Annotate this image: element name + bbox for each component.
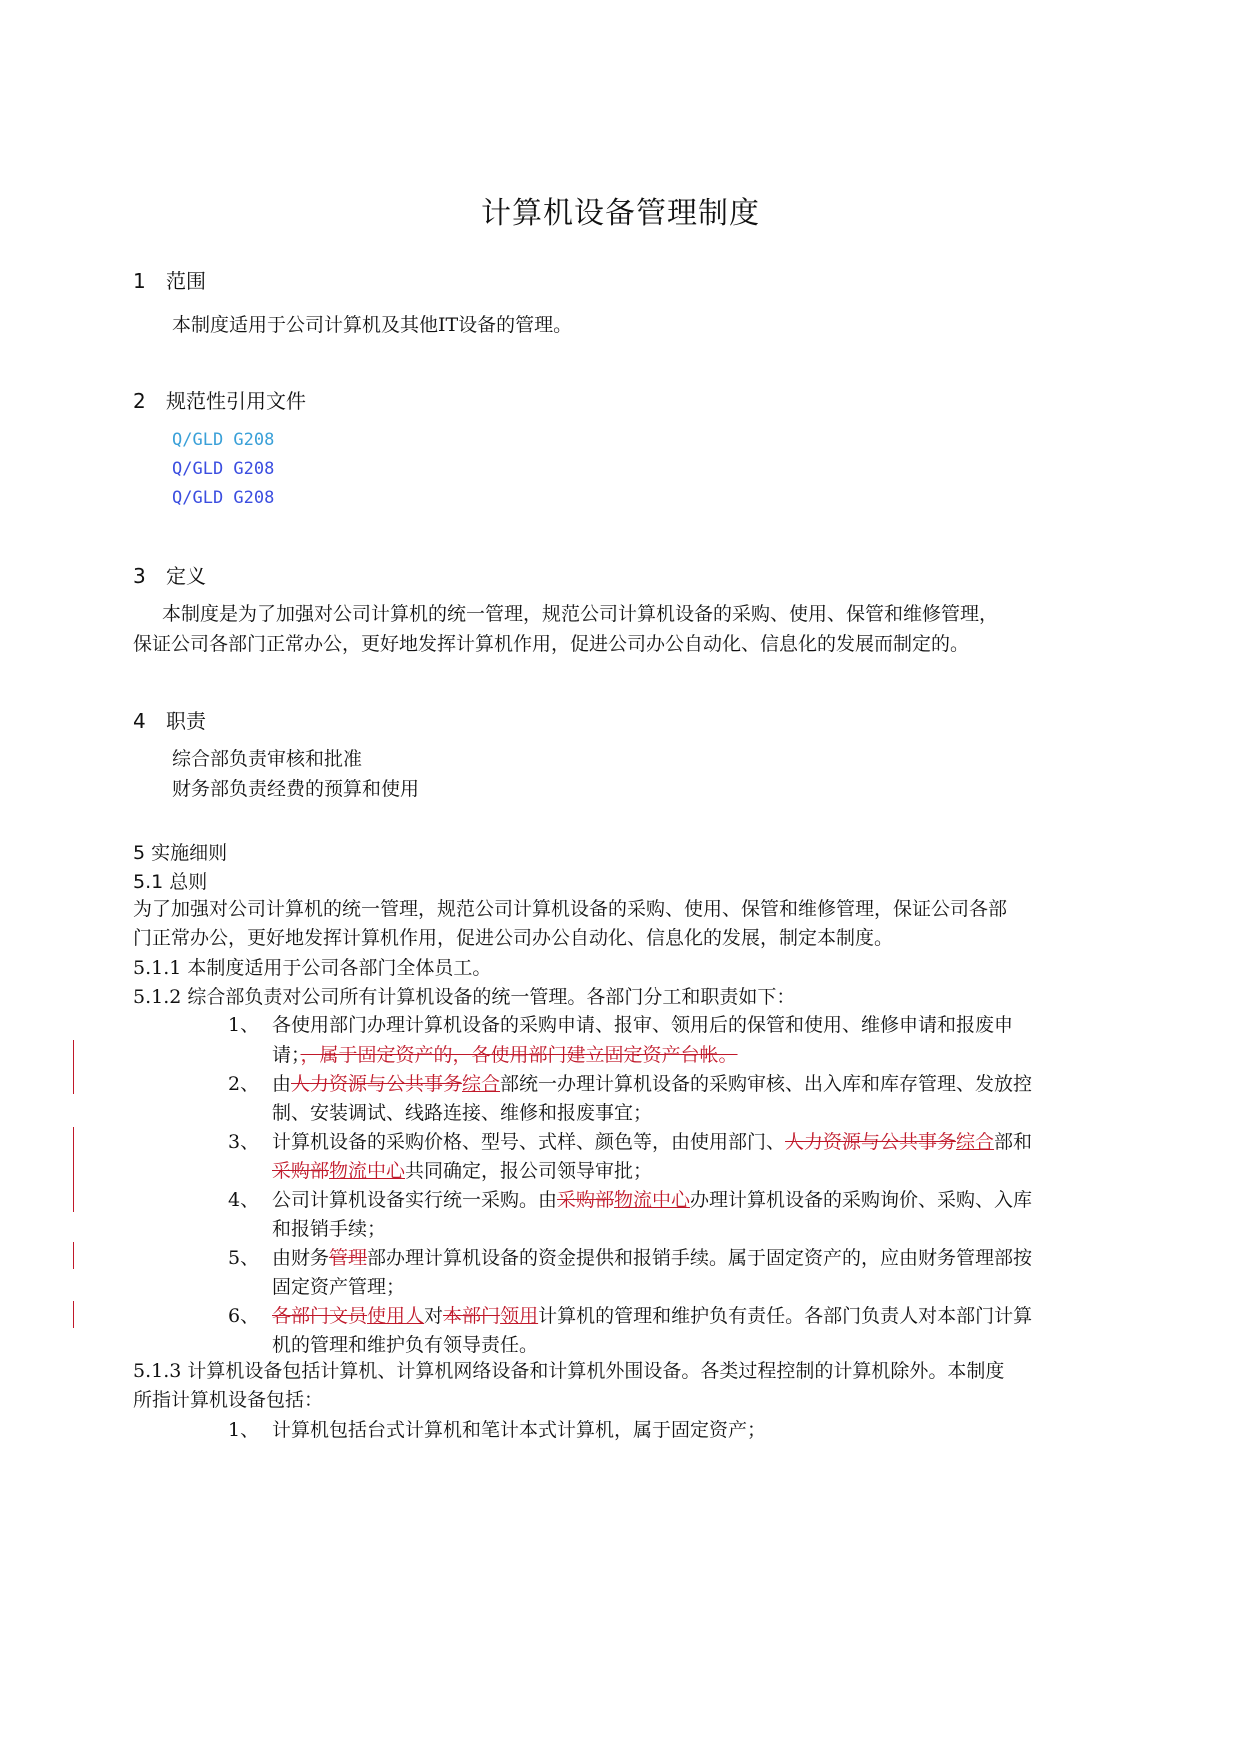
deleted-text: 人力资源与公共事务 [785, 1131, 957, 1153]
section-3-heading [133, 560, 206, 589]
change-bar [73, 1127, 74, 1212]
deleted-text: 管理 [329, 1247, 368, 1269]
list-text: 部和 [994, 1131, 1033, 1153]
list-number: 1、 [228, 1419, 260, 1441]
list-text: 由财务 [272, 1247, 330, 1269]
list-text: 机的管理和维护负有领导责任。 [272, 1334, 539, 1356]
section-number: 4 [133, 709, 146, 733]
deleted-text: 各部门文员 [272, 1305, 368, 1327]
deleted-text: 人力资源与公共事务 [291, 1073, 463, 1095]
clause-5-1-3-line: 所指计算机设备包括： [133, 1389, 324, 1411]
clause-5-1-3-line: 5.1.3 计算机设备包括计算机、计算机网络设备和计算机外围设备。各类过程控制的计算机除外。本制度 [133, 1360, 1005, 1382]
section-3-line: 本制度是为了加强对公司计算机的统一管理，规范公司计算机设备的采购、使用、保管和维修管理， [162, 603, 999, 625]
list-number: 6、 [228, 1305, 260, 1327]
general-paragraph-line: 门正常办公，更好地发挥计算机作用，促进公司办公自动化、信息化的发展，制定本制度。 [133, 927, 894, 949]
list-number: 5、 [228, 1247, 260, 1269]
section-1-heading [133, 265, 206, 294]
reference-item[interactable]: Q/GLD G208 [172, 430, 275, 450]
section-title: 规范性引用文件 [166, 389, 306, 413]
section-3-line: 保证公司各部门正常办公，更好地发挥计算机作用，促进公司办公自动化、信息化的发展而制定的。 [133, 633, 970, 655]
inserted-text: 物流中心 [614, 1189, 691, 1211]
change-bar [73, 1242, 74, 1269]
list-text: 计算机的管理和维护负有责任。各部门负责人对本部门计算 [538, 1305, 1033, 1327]
list-text: 对 [424, 1305, 444, 1327]
section-4-heading [133, 705, 206, 734]
section-2-heading [133, 385, 306, 414]
list-number: 4、 [228, 1189, 260, 1211]
list-text: 请； [272, 1044, 301, 1066]
list-number: 3、 [228, 1131, 260, 1153]
general-paragraph-line: 为了加强对公司计算机的统一管理，规范公司计算机设备的采购、使用、保管和维修管理，保证公司各部 [133, 898, 1008, 920]
list-number: 2、 [228, 1073, 260, 1095]
responsibility-line: 财务部负责经费的预算和使用 [172, 778, 420, 800]
list-text: 计算机设备的采购价格、型号、式样、颜色等，由使用部门、 [272, 1131, 786, 1153]
inserted-text: 使用人 [367, 1305, 425, 1327]
list-text: 共同确定，报公司领导审批； [405, 1160, 653, 1182]
subsection-5-1-heading: 5.1 总则 [133, 871, 208, 893]
reference-item[interactable]: Q/GLD G208 [172, 488, 275, 508]
inserted-text: 物流中心 [329, 1160, 406, 1182]
inserted-text: 综合 [956, 1131, 995, 1153]
list-text: 部办理计算机设备的资金提供和报销手续。属于固定资产的，应由财务管理部按 [367, 1247, 1033, 1269]
change-bar [73, 1301, 74, 1328]
list-text: 和报销手续； [272, 1218, 387, 1240]
list-text: 部统一办理计算机设备的采购审核、出入库和库存管理、发放控 [500, 1073, 1033, 1095]
section-title: 定义 [166, 564, 206, 588]
section-number: 1 [133, 269, 146, 293]
deleted-text: 采购部 [557, 1189, 615, 1211]
section-number: 2 [133, 389, 146, 413]
clause-5-1-1: 5.1.1 本制度适用于公司各部门全体员工。 [133, 957, 492, 979]
list-text: 公司计算机设备实行统一采购。由 [272, 1189, 558, 1211]
inserted-text: 综合 [462, 1073, 501, 1095]
list-text: 由 [272, 1073, 292, 1095]
document-title: 计算机设备管理制度 [481, 196, 760, 231]
list-text: 计算机包括台式计算机和笔计本式计算机，属于固定资产； [272, 1419, 767, 1441]
section-title: 范围 [166, 269, 206, 293]
deleted-text: 本部门 [443, 1305, 501, 1327]
section-5-heading: 5 实施细则 [133, 842, 228, 864]
list-text: 办理计算机设备的采购询价、采购、入库 [690, 1189, 1033, 1211]
responsibility-line: 综合部负责审核和批准 [172, 748, 363, 770]
deleted-text: ，属于固定资产的，各使用部门建立固定资产台帐。 [300, 1044, 738, 1066]
section-title: 职责 [166, 709, 206, 733]
list-number: 1、 [228, 1014, 260, 1036]
reference-item[interactable]: Q/GLD G208 [172, 459, 275, 479]
inserted-text: 领用 [500, 1305, 539, 1327]
list-text: 固定资产管理； [272, 1276, 406, 1298]
clause-5-1-2: 5.1.2 综合部负责对公司所有计算机设备的统一管理。各部门分工和职责如下： [133, 986, 796, 1008]
list-text: 制、安装调试、线路连接、维修和报废事宜； [272, 1102, 653, 1124]
section-1-body: 本制度适用于公司计算机及其他IT设备的管理。 [172, 314, 573, 336]
list-text: 各使用部门办理计算机设备的采购申请、报审、领用后的保管和使用、维修申请和报废申 [272, 1014, 1014, 1036]
section-number: 3 [133, 564, 146, 588]
deleted-text: 采购部 [272, 1160, 330, 1182]
change-bar [73, 1065, 74, 1094]
